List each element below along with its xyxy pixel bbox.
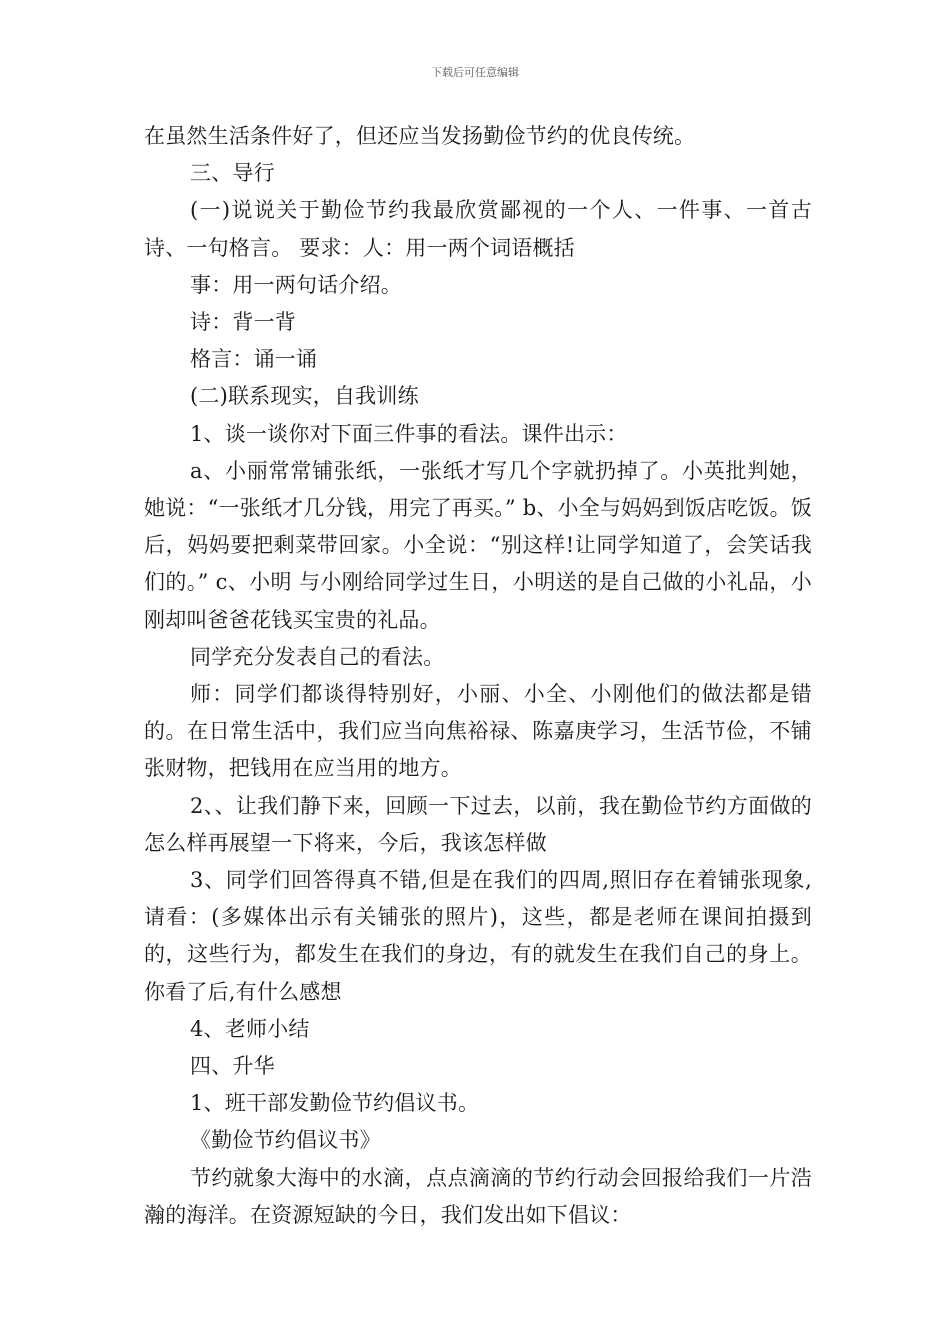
paragraph-3: (一)说说关于勤俭节约我最欣赏鄙视的一个人、一件事、一首古诗、一句格言。 要求：人：用一两个词语概括 [144,198,812,260]
document-body [144,118,812,1234]
paragraph-18: 节约就象大海中的水滴，点点滴滴的节约行动会回报给我们一片浩瀚的海洋。在资源短缺的今日，我们发出如下倡议： [144,1165,812,1227]
section-heading-guide: 三、导行 [190,161,275,186]
subsection-heading: (二)联系现实，自我训练 [190,384,419,409]
paragraph-11: 师：同学们都谈得特别好，小丽、小全、小刚他们的做法都是错的。在日常生活中，我们应当向焦裕禄、陈嘉庚学习，生活节俭，不铺张财物，把钱用在应当用的地方。 [144,682,812,781]
paragraph-6: 格言：诵一诵 [190,347,318,372]
paragraph-4: 事：用一两句话介绍。 [190,272,402,297]
paragraph-1: 在虽然生活条件好了，但还应当发扬勤俭节约的优良传统。 [144,124,696,148]
proposal-title: 《勤俭节约倡议书》 [190,1128,381,1153]
section-heading-sublimation: 四、升华 [190,1054,275,1079]
paragraph-14: 4、老师小结 [190,1016,310,1041]
paragraph-10: 同学充分发表自己的看法。 [190,644,445,669]
page-header-note: 下载后可任意编辑 [431,66,519,79]
paragraph-8: 1、谈一谈你对下面三件事的看法。课件出示： [190,421,628,446]
paragraph-12: 2、、让我们静下来，回顾一下过去，以前，我在勤俭节约方面做的怎么样再展望一下将来，今后，我该怎样做 [144,793,812,855]
paragraph-16: 1、班干部发勤俭节约倡议书。 [190,1091,480,1116]
paragraph-5: 诗：背一背 [190,310,296,335]
paragraph-9: a、小丽常常铺张纸，一张纸才写几个字就扔掉了。小英批判她，她说：“一张纸才几分钱，用完了再买。” b、小全与妈妈到饭店吃饭。饭后，妈妈要把剩菜带回家。小全说：“别这样!让同学知道了，会笑话我们的。” c、小明 与小刚给同学过生日，小明送的是自己做的小礼品，小刚却叫爸爸花钱买宝贵的礼品。 [144,458,812,632]
paragraph-13: 3、同学们回答得真不错,但是在我们的四周,照旧存在着铺张现象,请看：(多媒体出示有关铺张的照片)，这些，都是老师在课间拍摄到的，这些行为，都发生在我们的身边，有的就发生在我们自己的身上。你看了后,有什么感想 [144,868,812,1004]
